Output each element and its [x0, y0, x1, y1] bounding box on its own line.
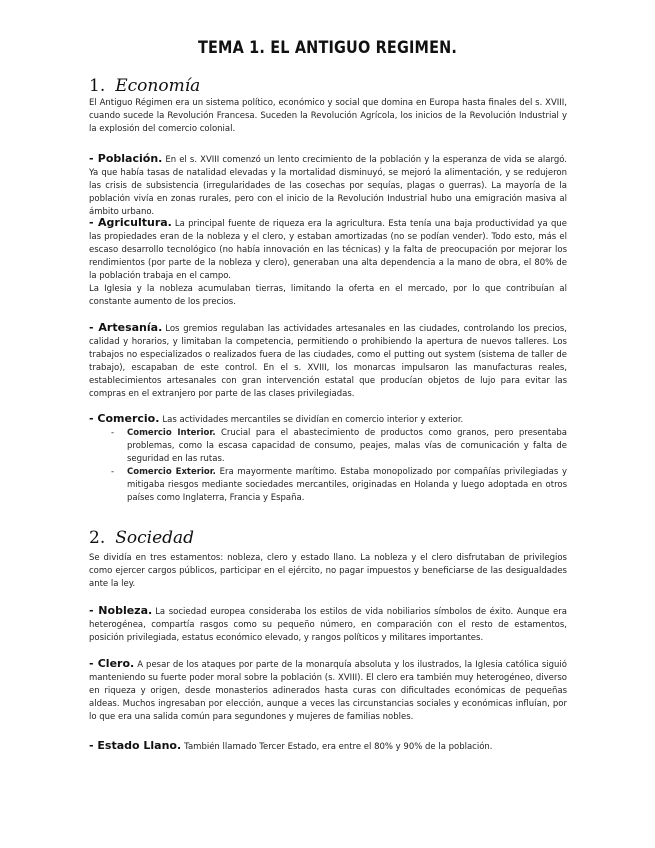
poblacion-text: En el s. XVIII comenzó un lento crecimiento de la población y la esperanza de vida se alargó. Ya que había tasas de natalidad elevadas y la mortalidad disminuyó, se mejoró la alimentación, y se redujeron las crisis de subsistencia (irregularidades de las cosechas por sequías, plagas o guerras). La mayoría de la población vivía en zonas rurales, pero con el inicio de la Revolución Industrial hubo una emigración masiva al ámbito urbano.	[89, 155, 567, 217]
economia-intro	[89, 97, 567, 136]
paragraph	[89, 412, 567, 427]
section-heading-sociedad	[89, 528, 194, 548]
sociedad-intro	[89, 552, 567, 591]
paragraph	[89, 152, 567, 219]
paragraph: Se dividía en tres estamentos: nobleza, clero y estado llano. La nobleza y el clero disfrutaban de privilegios como ejercer cargos públicos, participar en el ejército, no pagar impuestos y beneficiarse de las desigualdades ante la ley.	[89, 553, 567, 589]
clero-text: A pesar de los ataques por parte de la monarquía absoluta y los ilustrados, la Iglesia católica siguió manteniendo su fuerte poder moral sobre la población (s. XVIII). El clero era también muy heterogéneo, diverso en riqueza y origen, desde monasterios adinerados hasta curas con dificultades económicas de pequeñas aldeas. Muchos ingresaban por elección, aunque a veces las circunstancias sociales y económicas influían, por lo que era una salida común para segundones y mujeres de familias nobles.	[89, 660, 567, 722]
nobleza-text: La sociedad europea consideraba los estilos de vida nobiliarios símbolos de éxito. Aunque era heterogénea, compartía rasgos como su pequeño número, en comparación con el resto de estamentos, posición privilegiada, estatus económico elevado, y rangos políticos y militares importantes.	[89, 607, 567, 643]
section-number: 2.	[89, 528, 106, 548]
agricultura-label: - Agricultura.	[89, 216, 172, 229]
paragraph: La Iglesia y la nobleza acumulaban tierras, limitando la oferta en el mercado, por lo que contribuían al constante aumento de los precios.	[89, 284, 567, 307]
section-title: Sociedad	[115, 528, 195, 548]
artesania-text: Los gremios regulaban las actividades artesanales en las ciudades, controlando los precios, calidad y horarios, y limitaban la competencia, permitiendo o prohibiendo la apertura de nuevos talleres. Los trabajos no especializados o realizados fuera de las ciudades, como el putting out system (sistema de taller de trabajo), escapaban de este control. En el s. XVIII, los monarcas impulsaron las manufacturas reales, establecimientos artesanales con gran intervención estatal que producían objetos de lujo para evitar las compras en el extranjero por parte de las clases privilegiadas.	[89, 324, 567, 399]
comercio-label: - Comercio.	[89, 412, 160, 425]
paragraph: El Antiguo Régimen era un sistema político, económico y social que domina en Europa hasta finales del s. XVIII, cuando sucede la Revolución Francesa. Suceden la Revolución Agrícola, los inicios de la Revolución Industrial y la explosión del comercio colonial.	[89, 98, 567, 134]
clero-section	[89, 657, 567, 724]
artesania-label: - Artesanía.	[89, 321, 163, 334]
estado-llano-text: También llamado Tercer Estado, era entre el 80% y 90% de la población.	[184, 742, 493, 752]
paragraph	[89, 739, 567, 754]
poblacion-label: - Población.	[89, 152, 163, 165]
comercio-section	[89, 412, 567, 505]
nobleza-label: - Nobleza.	[89, 604, 153, 617]
estado-llano-section	[89, 739, 567, 754]
section-heading-economia	[89, 76, 200, 96]
section-number: 1.	[89, 76, 106, 96]
page-title: TEMA 1. EL ANTIGUO REGIMEN.	[197, 38, 458, 58]
agricultura-text: La principal fuente de riqueza era la agricultura. Esta tenía una baja productividad ya que las propiedades eran de la nobleza y el clero, y estaban amortizadas (no se podían vender). Todo esto, más el escaso desarrollo tecnológico (no había innovación en las técnicas) y la falta de preocupación por mejorar los rendimientos (por parte de la nobleza y clero), generaban una alta dependencia a la mano de obra, el 80% de la población trabaja en el campo.	[89, 219, 567, 281]
comercio-exterior-item: - Comercio Exterior. Era mayormente marítimo. Estaba monopolizado por compañías privilegiadas y mitigaba riesgos mediante sociedades mercantiles, originadas en Holanda y luego adoptada en otros países como Inglaterra, Francia y España.	[111, 467, 567, 503]
agricultura-section	[89, 216, 567, 309]
comercio-interior-label: Comercio Interior.	[127, 428, 216, 438]
comercio-exterior-label: Comercio Exterior.	[127, 467, 216, 477]
paragraph	[89, 604, 567, 645]
paragraph	[89, 321, 567, 401]
comercio-text: Las actividades mercantiles se dividían en comercio interior y exterior.	[162, 415, 464, 425]
poblacion-section	[89, 152, 567, 219]
comercio-interior-text: Crucial para el abastecimiento de productos como granos, pero presentaba problemas, como la escasa capacidad de consumo, peajes, malas vías de comunicación y falta de seguridad en las rutas.	[127, 428, 568, 464]
estado-llano-label: - Estado Llano.	[89, 739, 182, 752]
section-title: Economía	[115, 76, 201, 96]
artesania-section	[89, 321, 567, 401]
paragraph	[89, 657, 567, 724]
clero-label: - Clero.	[89, 657, 135, 670]
paragraph	[89, 216, 567, 283]
comercio-exterior-text: Era mayormente marítimo. Estaba monopolizado por compañías privilegiadas y mitigaba riesgos mediante sociedades mercantiles, originadas en Holanda y luego adoptada en otros países como Inglaterra, Francia y España.	[127, 467, 567, 503]
comercio-interior-item: - Comercio Interior. Crucial para el abastecimiento de productos como granos, pero presentaba problemas, como la escasa capacidad de consumo, peajes, malas vías de comunicación y falta de seguridad en las rutas.	[111, 428, 568, 464]
nobleza-section	[89, 604, 567, 645]
